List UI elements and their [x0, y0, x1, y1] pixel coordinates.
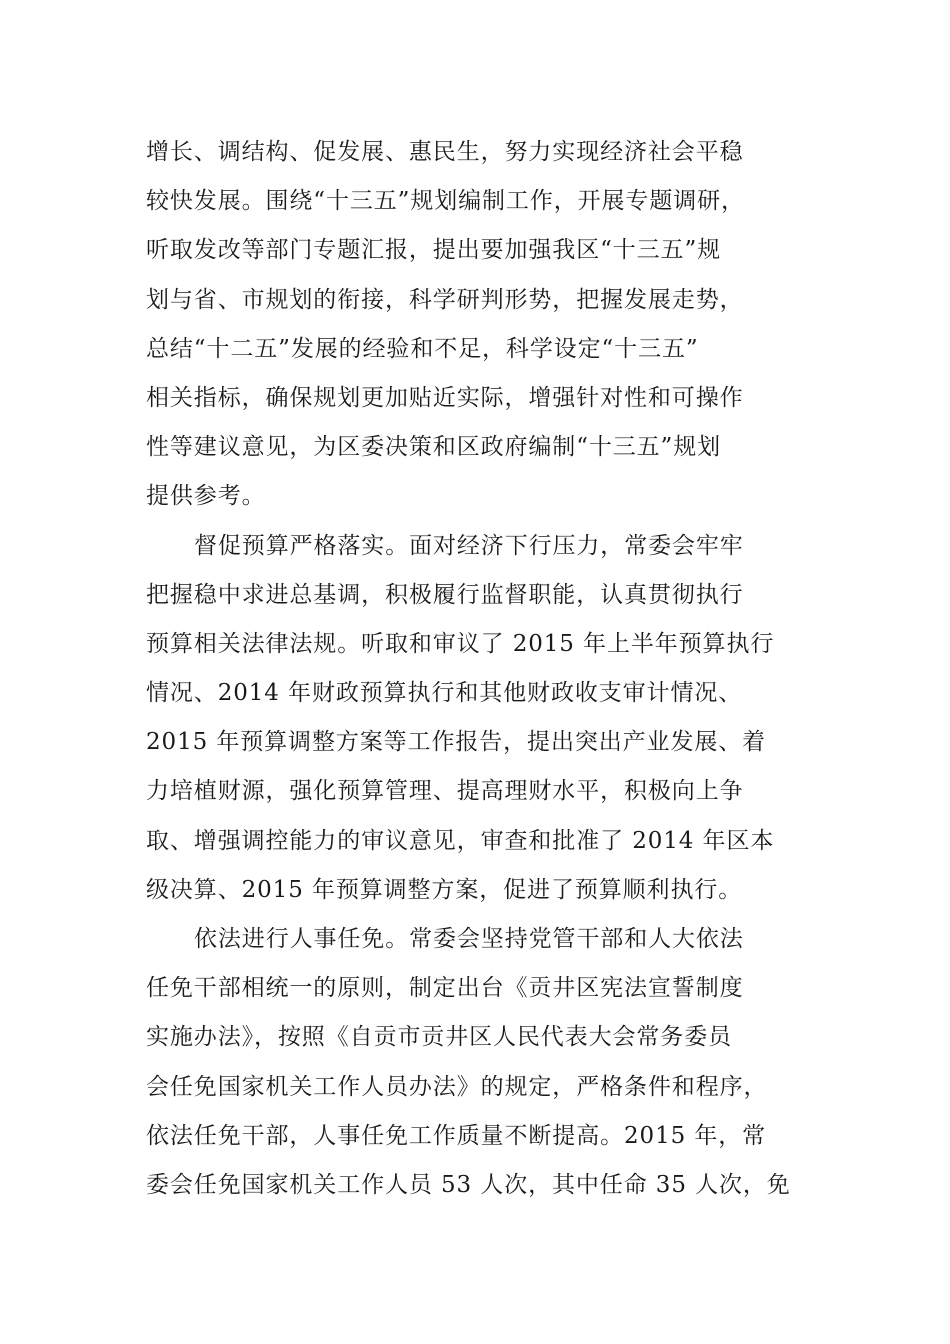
- text-line: 依法任免干部，人事任免工作质量不断提高。2015 年，常: [146, 1122, 767, 1149]
- text-line: 把握稳中求进总基调，积极履行监督职能，认真贯彻执行: [146, 581, 744, 608]
- text-line: 取、增强调控能力的审议意见，审查和批准了 2014 年区本: [146, 827, 775, 854]
- text-line: 性等建议意见，为区委决策和区政府编制“十三五”规划: [146, 434, 722, 461]
- text-line: 相关指标，确保规划更加贴近实际，增强针对性和可操作: [146, 384, 744, 411]
- text-line: 提供参考。: [146, 483, 266, 510]
- text-line: 委会任免国家机关工作人员 53 人次，其中任命 35 人次，免: [146, 1171, 791, 1198]
- text-line: 任免干部相统一的原则，制定出台《贡井区宪法宣誓制度: [146, 975, 744, 1002]
- text-line: 会任免国家机关工作人员办法》的规定，严格条件和程序，: [146, 1073, 768, 1100]
- text-line: 预算相关法律法规。听取和审议了 2015 年上半年预算执行: [146, 630, 775, 657]
- text-line: 力培植财源，强化预算管理、提高理财水平，积极向上争: [146, 778, 744, 805]
- text-line: 实施办法》，按照《自贡市贡井区人民代表大会常务委员: [146, 1024, 732, 1051]
- paragraph-heading-line: 督促预算严格落实。面对经济下行压力，常委会牢牢: [194, 532, 744, 559]
- text-line: 2015 年预算调整方案等工作报告，提出突出产业发展、着: [146, 729, 767, 756]
- text-line: 级决算、2015 年预算调整方案，促进了预算顺利执行。: [146, 876, 743, 903]
- body-text: [146, 128, 806, 1210]
- text-line: 听取发改等部门专题汇报，提出要加强我区“十三五”规: [146, 237, 722, 264]
- text-line: 增长、调结构、促发展、惠民生，努力实现经济社会平稳: [146, 139, 744, 165]
- paragraph-heading-line: 依法进行人事任免。常委会坚持党管干部和人大依法: [194, 926, 744, 952]
- text-line: 较快发展。围绕“十三五”规划编制工作，开展专题调研，: [146, 188, 745, 215]
- text-line: 总结“十二五”发展的经验和不足，科学设定“十三五”: [146, 335, 699, 362]
- text-line: 情况、2014 年财政预算执行和其他财政收支审计情况、: [146, 680, 743, 707]
- text-line: 划与省、市规划的衔接，科学研判形势，把握发展走势，: [146, 286, 744, 313]
